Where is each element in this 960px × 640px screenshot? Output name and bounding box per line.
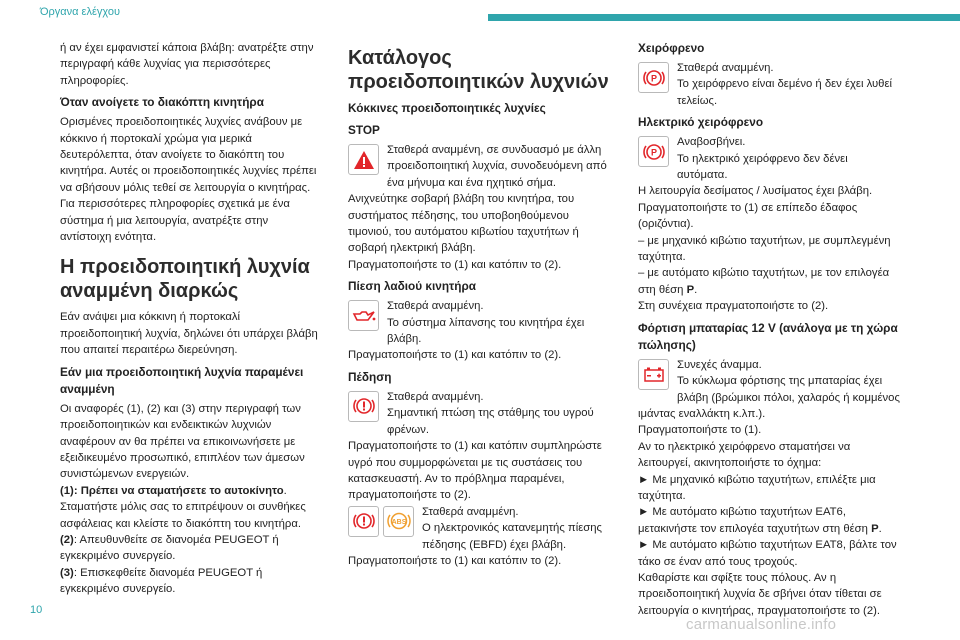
ebfd-text-3: Πραγματοποιήστε το (1) και κατόπιν το (2).	[348, 554, 562, 567]
battery-text-6	[638, 504, 900, 537]
oil-text-1: Σταθερά αναμμένη.	[387, 300, 484, 313]
heading-brake: Πέδηση	[348, 369, 392, 384]
reference-1-text: . Σταματήστε μόλις σας το επιτρέψουν οι συνθήκες ασφάλειας και κλείστε το διακόπτη του κινητήρα.	[60, 484, 306, 530]
reference-3-label: (3)	[60, 566, 74, 579]
svg-text:ABS: ABS	[391, 519, 406, 527]
ehandbrake-text-2: Το ηλεκτρικό χειρόφρενο δεν δένει αυτόματα.	[677, 152, 848, 182]
handbrake-text-2: Το χειρόφρενο είναι δεμένο ή δεν έχει λυθεί τελείως.	[677, 78, 893, 107]
battery-text-2: Το κύκλωμα φόρτισης της μπαταρίας έχει βλάβη (βρώμικοι πόλοι, χαλαρός ή κομμένος ιμάντας εναλλάκτη κ.λπ.).	[638, 375, 900, 420]
gear-p-label: P	[871, 522, 879, 535]
warning-text: Εάν ανάψει μια κόκκινη ή πορτοκαλί προειδοποιητική λυχνία, δηλώνει ότι υπάρχει βλάβη που απαιτεί περαιτέρω διερεύνηση.	[60, 311, 318, 357]
svg-text:P: P	[650, 73, 657, 83]
stop-warning-icon	[348, 144, 379, 175]
page-title: Κατάλογος προειδοποιητικών λυχνιών	[348, 47, 609, 93]
reference-2-text: : Απευθυνθείτε σε διανομέα PEUGEOT ή εγκεκριμένο συνεργείο.	[60, 533, 279, 563]
watermark-logo: carmanualsonline.info	[686, 616, 837, 633]
reference-1-label: (1)	[60, 484, 74, 497]
battery-text-8: Καθαρίστε και σφίξτε τους πόλους. Αν η προειδοποιητική λυχνία δε σβήνει όταν τίθεται σε λειτουργία ο κινητήρας, πραγματοποιήστε το (2).	[638, 571, 882, 617]
header-accent-bar	[488, 14, 960, 21]
brake-text-1: Σταθερά αναμμένη.	[387, 390, 484, 403]
reference-1-bold: : Πρέπει να σταματήσετε το αυτοκίνητο	[73, 484, 284, 497]
ehandbrake-text-6	[638, 265, 900, 298]
heading-electric-handbrake: Ηλεκτρικό χειρόφρενο	[638, 115, 764, 130]
intro-text: ή αν έχει εμφανιστεί κάποια βλάβη: ανατρέξτε στην περιγραφή κάθε λυχνίας για περισσότερες πληροφορίες.	[60, 42, 314, 87]
reference-2-label: (2)	[60, 533, 74, 546]
parking-brake-icon	[638, 62, 669, 93]
battery-text-4: Αν το ηλεκτρικό χειρόφρενο σταματήσει να λειτουργεί, ακινητοποιήστε το όχημα:	[638, 440, 851, 470]
stop-text-3: Πραγματοποιήστε το (1) και κατόπιν το (2).	[348, 258, 562, 271]
reference-3	[60, 565, 320, 598]
column-left	[60, 40, 320, 598]
subtitle-red-lamps: Κόκκινες προειδοποιητικές λυχνίες	[348, 101, 546, 115]
handbrake-text-1: Σταθερά αναμμένη.	[677, 62, 774, 74]
heading-remains-lit: Εάν μια προειδοποιητική λυχνία παραμένει αναμμένη	[60, 364, 304, 396]
heading-ignition: Όταν ανοίγετε το διακόπτη κινητήρα	[60, 95, 264, 110]
reference-2	[60, 532, 320, 565]
reference-1	[60, 483, 320, 532]
heading-battery: Φόρτιση μπαταρίας 12 V (ανάλογα με τη χώρα πώλησης)	[638, 320, 898, 352]
brake-warning-icon	[348, 391, 379, 422]
battery-text-3: Πραγματοποιήστε το (1).	[638, 424, 762, 437]
heading-warning-lit: Η προειδοποιητική λυχνία αναμμένη διαρκώς	[60, 256, 310, 303]
stop-text-2: Ανιχνεύτηκε σοβαρή βλάβη του κινητήρα, του συστήματος πέδησης, του υποβοηθούμενου τιμονιού, του αυτόματου κιβωτίου ταχυτήτων ή σοβαρή ηλεκτρική βλάβη.	[348, 193, 579, 255]
ebfd-text-1: Σταθερά αναμμένη.	[422, 505, 519, 518]
ehandbrake-text-6a: – με αυτόματο κιβώτιο ταχυτήτων, με τον επιλογέα στη θέση	[638, 267, 890, 296]
ebfd-icon-group	[348, 506, 414, 537]
battery-text-5: ► Με μηχανικό κιβώτιο ταχυτήτων, επιλέξτε μια ταχύτητα.	[638, 473, 876, 502]
svg-text:P: P	[650, 147, 657, 158]
ebfd-text-2: Ο ηλεκτρονικός κατανεμητής πίεσης πέδησης (EBFD) έχει βλάβη.	[422, 522, 602, 551]
section-header: Όργανα ελέγχου	[40, 6, 120, 18]
heading-handbrake: Χειρόφρενο	[638, 41, 705, 55]
page-number: 10	[30, 604, 43, 616]
column-right	[638, 40, 900, 619]
ehandbrake-text-5: – με μηχανικό κιβώτιο ταχυτήτων, με συμπλεγμένη ταχύτητα.	[638, 234, 891, 264]
electric-parking-brake-icon	[638, 136, 669, 167]
battery-icon	[638, 359, 669, 390]
ehandbrake-text-3: Η λειτουργία δεσίματος / λυσίματος έχει βλάβη.	[638, 185, 873, 198]
battery-text-6c: .	[878, 522, 882, 535]
oil-pressure-icon	[348, 300, 379, 331]
heading-oil-pressure: Πίεση λαδιού κινητήρα	[348, 279, 477, 294]
ignition-text: Ορισμένες προειδοποιητικές λυχνίες ανάβουν με κόκκινο ή πορτοκαλί χρώμα για μερικά δευτερόλεπτα, όταν ανοίγετε το διακόπτη του κινητήρα. Αυτές οι προειδοποιητικές λυχνίες πρέπει να σβήσουν μόλις τεθεί σε λειτουργία ο κινητήρας.	[60, 116, 317, 194]
info-text: Για περισσότερες πληροφορίες σχετικά με ένα σύστημα ή μια λειτουργία, ανατρέξτε στην αντίστοιχη ενότητα.	[60, 198, 290, 244]
reference-3-text: : Επισκεφθείτε διανομέα PEUGEOT ή εγκεκριμένο συνεργείο.	[60, 566, 263, 596]
references-text: Οι αναφορές (1), (2) και (3) στην περιγραφή των προειδοποιητικών και ενδεικτικών λυχνιών αναφέρουν αν θα πρέπει να επικοινωνήσετε με εξειδικευμένο προσωπικό, επιπλέον των άμεσων συνιστώμενων ενεργειών.	[60, 402, 305, 481]
brake-text-2: Σημαντική πτώση της στάθμης του υγρού φρένων.	[387, 407, 594, 436]
battery-text-6a: ► Με αυτόματο κιβώτιο ταχυτήτων EAT6, μετακινήστε τον επιλογέα ταχυτήτων στη θέση	[638, 506, 872, 535]
heading-stop: STOP	[348, 123, 380, 137]
brake-text-3: Πραγματοποιήστε το (1) και κατόπιν συμπληρώστε υγρό που συμμορφώνεται με τις συστάσεις του κατασκευαστή. Αν το πρόβλημα παραμένει, πραγματοποιήστε το (2).	[348, 440, 602, 502]
oil-text-2: Το σύστημα λίπανσης του κινητήρα έχει βλάβη.	[387, 316, 585, 346]
ehandbrake-text-4: Πραγματοποιήστε το (1) σε επίπεδο έδαφος (οριζόντια).	[638, 201, 858, 231]
ehandbrake-text-6c: .	[694, 283, 698, 296]
brake-warning-icon	[348, 506, 379, 537]
stop-text-1: Σταθερά αναμμένη, σε συνδυασμό με άλλη προειδοποιητική λυχνία, συνοδευόμενη από ένα μήνυμα και ένα ηχητικό σήμα.	[387, 144, 607, 189]
battery-text-7: ► Με αυτόματο κιβώτιο ταχυτήτων EAT8, βάλτε τον τάκο σε έναν από τους τροχούς.	[638, 539, 897, 568]
ehandbrake-text-1: Αναβοσβήνει.	[677, 136, 746, 149]
column-middle	[348, 40, 610, 569]
ehandbrake-text-7: Στη συνέχεια πραγματοποιήστε το (2).	[638, 300, 829, 313]
oil-text-3: Πραγματοποιήστε το (1) και κατόπιν το (2).	[348, 349, 562, 362]
abs-warning-icon	[383, 506, 414, 537]
battery-text-1: Συνεχές άναμμα.	[677, 358, 762, 371]
gear-p-label: P	[686, 283, 695, 296]
